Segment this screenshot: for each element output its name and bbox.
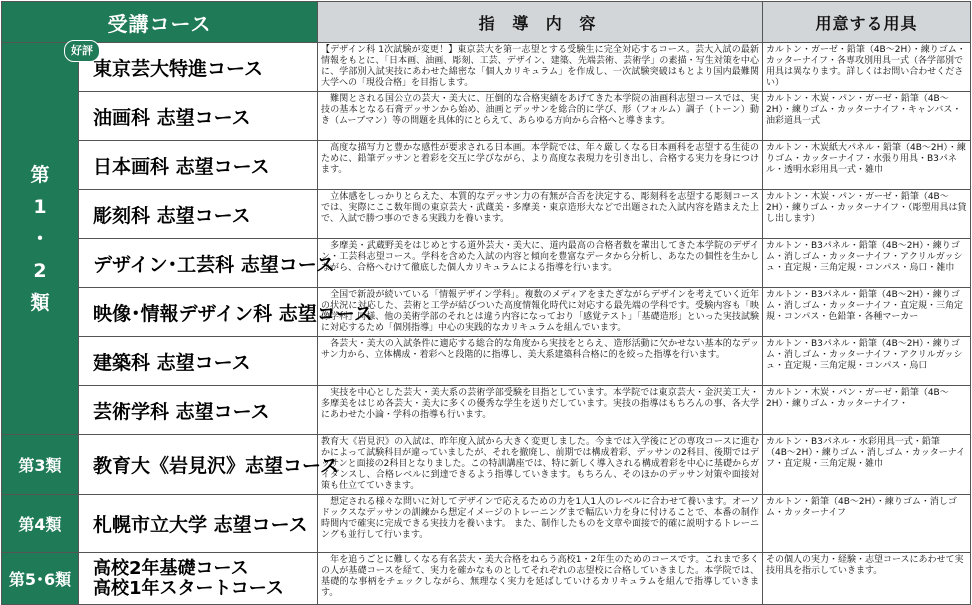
table-row [2,43,971,92]
course-name: 日本画科 志望コース [79,141,318,190]
course-tools: カルトン・鉛筆（4B〜2H）・練りゴム・消しゴム・カッターナイフ [763,495,971,553]
course-tools: カルトン・木炭紙大パネル・鉛筆（4B〜2H）・練りゴム・カッターナイフ・水張り用具・B3パネル・透明水彩用具一式・雑巾 [763,141,971,190]
course-name: デザイン･工芸科 志望コース [79,239,318,288]
header-course: 受講コース [2,2,318,43]
course-content: 想定される様々な問いに対してデザインで応えるための力を1人1人のレベルに合わせて養います。オーソドックスなデッサンの訓練から想定イメージのトレーニングまで幅広い力を身に付けることで、本番の制作時間内で確実に完成できる実技力を養います。 また、制作したものを文章や面接で的確に説明するトレーニングも並行して行います。 [318,495,763,553]
category-char: ・ [30,227,50,250]
course-name: 建築科 志望コース [79,337,318,386]
course-content: 全国で新設が続いている「情報デザイン学科」。複数のメディアをまたぎながらデザインを考えていく近年の状況に対応した、芸術と工学が結びついた高度情報化時代に対応する最先端の学科です。受験内容も「映像学科」同様、他の美術学部のそれとは違う内容になっており「感覚テスト」「基礎造形」といった実技試験に対応するため「個別指導」中心の実践的なカリキュラムを組んでいます。 [318,288,763,337]
course-content: 多摩美・武蔵野美をはじめとする道外芸大・美大に、道内最高の合格者数を輩出してきた本学院のデザイン・工芸科志望コース。学科を含めた入試の内容と傾向を豊富なデータから分析し、あなたの個性を生かしながら、合格へむけて徹底した個人カリキュラムによる指導を行います。 [318,239,763,288]
category-char: 第 [30,163,50,186]
category-char: 2 [33,259,47,282]
course-tools: カルトン・B3パネル・鉛筆（4B〜2H）・練りゴム・消しゴム・カッターナイフ・アクリルガッシュ・直定規・三角定規・コンパス・烏口・雑巾 [763,239,971,288]
table-row [2,337,971,386]
header-row [2,2,971,43]
table-row [2,92,971,141]
course-content: 難関とされる国公立の芸大・美大に、圧倒的な合格実績をあげてきた本学院の油画科志望コースでは、実技の基本となる石膏デッサンから始め、油画とデッサンを総合的に学び、形（フォルム）調子（トーン）動き（ムーブマン）等の問題を具体的にとらえて、あらゆる方向から合格へと導きます。 [318,92,763,141]
course-name: 教育大《岩見沢》志望コース [79,435,318,495]
course-name-line: 高校1年スタートコース [93,577,284,599]
table-row [2,141,971,190]
header-content: 指 導 内 容 [318,2,763,43]
course-name: 油画科 志望コース [79,92,318,141]
course-tools: カルトン・B3パネル・鉛筆（4B〜2H）・練りゴム・消しゴム・カッターナイフ・アクリルガッシュ・直定規・三角定規・コンパス・烏口 [763,337,971,386]
table-row [2,435,971,495]
table-row [2,495,971,553]
course-content: 各芸大・美大の入試条件に適応する総合的な角度から実技をとらえ、造形活動に欠かせない基本的なデッサン力から、立体構成・着彩へと段階的に指導し、美大系建築科合格に的を絞った指導を行います。 [318,337,763,386]
category-3: 第3類 [2,435,79,495]
popular-badge: 好評 [64,40,100,62]
course-name: 芸術学科 志望コース [79,386,318,435]
course-name: 札幌市立大学 志望コース [79,495,318,553]
course-tools: カルトン・木炭・パン・ガーゼ・鉛筆（4B〜2H）・練りゴム・カッターナイフ・キャンバス・油彩道具一式 [763,92,971,141]
course-table [1,1,971,605]
table-row [2,553,971,605]
table-row [2,386,971,435]
course-content: 高度な描写力と豊かな感性が要求される日本画。本学院では、年々厳しくなる日本画科を志望する生徒のために、鉛筆デッサンと着彩を交互に学びながら、より高度な表現力を引き出し、合格する実力を身につけます。 [318,141,763,190]
course-tools: カルトン・B3パネル・水彩用具一式・鉛筆（4B〜2H）・練りゴム・消しゴム・カッターナイフ・直定規・三角定規・雑巾 [763,435,971,495]
course-name: 東京芸大特進コース [79,43,318,92]
category-char: 類 [30,291,50,314]
course-name: 映像･情報デザイン科 志望コース [79,288,318,337]
course-tools: カルトン・B3パネル・鉛筆（4B〜2H）・練りゴム・消しゴム・カッターナイフ・直定規・三角定規・コンパス・色鉛筆・各種マーカー [763,288,971,337]
course-tools: カルトン・木炭・パン・ガーゼ・鉛筆（4B〜2H）・練りゴム・カッターナイフ・ [763,386,971,435]
course-content: 立体感をしっかりとらえた、本質的なデッサン力の有無が合否を決定する、彫刻科を志望する彫刻コースでは、実際にここ数年間の東京芸大・武蔵美・多摩美・東京造形大などで出題された入試内容を踏まえた上で、入試で勝つ事のできる実践力を養います。 [318,190,763,239]
table-row [2,239,971,288]
course-content: 【デザイン科 1次試験が変更！】東京芸大を第一志望とする受験生に完全対応するコース。芸大入試の最新情報をもとに、「日本画、油画、彫刻、工芸、デザイン、建築、先端芸術、芸術学」の素描・写生対策を中心に、学部別入試実技にあわせた綿密な「個人カリキュラム」を作成し、一次試験突破はもとより国内最難関大学への「現役合格」を目指します。 [318,43,763,92]
course-content: 教育大《岩見沢》の入試は、昨年度入試から大きく変更しました。今までは入学後にどの専攻コースに進むかによって試験科目が違っていましたが、それを撤廃し、前期では構成着彩、デッサンの2科目、後期ではデッサンと面接の2科目となりました。この特訓講座では、特に新しく導入される構成着彩を中心に基礎からガイダンスし、合格レベルに到達できるよう指導していきます。もちろん、そのほかのデッサン対策や面接対策も仕立てていきます。 [318,435,763,495]
category-4: 第4類 [2,495,79,553]
category-5-6: 第5･6類 [2,553,79,605]
table-row [2,190,971,239]
header-tools: 用意する用具 [763,2,971,43]
category-char: 1 [33,195,47,218]
course-name-line: 高校2年基礎コース [93,557,249,579]
course-tools: カルトン・木炭・パン・ガーゼ・鉛筆（4B〜2H）・練りゴム・カッターナイフ・（彫塑用具は貸し出します） [763,190,971,239]
course-name: 彫刻科 志望コース [79,190,318,239]
category-1-2 [2,43,79,435]
course-name [79,553,318,605]
course-content: 実技を中心とした芸大・美大系の芸術学部受験を目指としています。本学院では東京芸大・金沢美工大・多摩美をはじめ各芸大・美大に多くの優秀な学生を送りだしています。実技の指導はもちろんの事、各大学にあわせた小論・学科の指導も行います。 [318,386,763,435]
course-tools: カルトン・ガーゼ・鉛筆（4B〜2H）・練りゴム・カッターナイフ・各専攻別用具一式（各学部別で用具は異なります。詳しくはお問い合わせください） [763,43,971,92]
course-tools: その個人の実力・経験・志望コースにあわせて実技用具を指示していきます。 [763,553,971,605]
table-row [2,288,971,337]
course-content: 年を追うごとに難しくなる有名芸大・美大合格をねらう高校1・2年生のためのコースです。これまで多くの人が基礎コースを経て、実力を確かなものとしてそれぞれの志望校に合格していきました。本学院では、基礎的な事柄をチェックしながら、無理なく実力を延ばしていけるカリキュラムを組んで指導していきます。 [318,553,763,605]
